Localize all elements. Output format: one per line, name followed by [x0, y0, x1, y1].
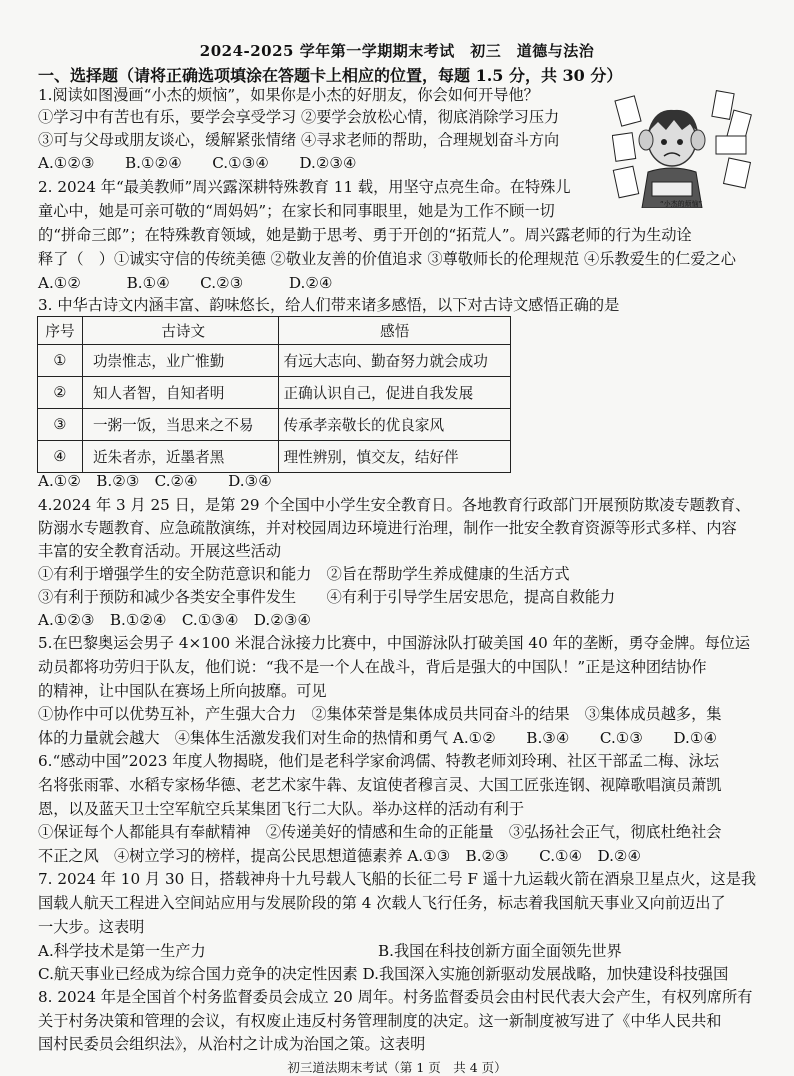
q6-line5: 不正之风 ④树立学习的榜样，提高公民思想道德素养 A.①③ B.②③ C.①④ D.②④ — [38, 847, 642, 865]
table-header-cell: 序号 — [38, 317, 83, 345]
q6-line4: ①保证每个人都能具有奉献精神 ②传递美好的情感和生命的正能量 ③弘扬社会正气，彻底杜绝社会 — [38, 823, 722, 841]
q8-line1: 8. 2024 年是全国首个村务监督委员会成立 20 周年。村务监督委员会由村民代表大会产生，有权列席所有 — [38, 988, 753, 1006]
q8-line3: 国村民委员会组织法》，从治村之计成为治国之策。这表明 — [38, 1035, 426, 1053]
q1-answers: A.①②③ B.①②④ C.①③④ D.②③④ — [38, 154, 357, 172]
q1-stem: 1.阅读如图漫画“小杰的烦恼”，如果你是小杰的好朋友，你会如何开导他？ — [38, 86, 539, 104]
table-cell: ② — [38, 377, 83, 409]
table-row — [38, 441, 511, 473]
q1-options-line1: ①学习中有苦也有乐，要学会享受学习 ②要学会放松心情，彻底消除学习压力 — [38, 108, 560, 126]
table-cell: 传承孝亲敬长的优良家风 — [278, 409, 510, 441]
q6-line1: 6.“感动中国”2023 年度人物揭晓，他们是老科学家俞鸿儒、特教老师刘玲琍、社区干部孟二梅、泳坛 — [38, 752, 719, 770]
q4-line3: 丰富的安全教育活动。开展这些活动 — [38, 542, 281, 560]
table-row — [38, 409, 511, 441]
q2-answers: A.①② B.①④ C.②③ D.②④ — [38, 274, 333, 292]
q7-options-cd: C.航天事业已经成为综合国力竞争的决定性因素 D.我国深入实施创新驱动发展战略，加快建设科技强国 — [38, 965, 729, 983]
q6-line3: 恩，以及蓝天卫士空军航空兵某集团飞行二大队。举办这样的活动有利于 — [38, 800, 524, 818]
q3-answers: A.①② B.②③ C.②④ D.③④ — [38, 472, 272, 490]
q8-line2: 关于村务决策和管理的会议，有权废止违反村务管理制度的决定。这一新制度被写进了《中华人民共和 — [38, 1012, 722, 1030]
q7-line3: 一大步。这表明 — [38, 918, 145, 936]
page-footer: 初三道法期末考试（第 1 页 共 4 页） — [287, 1060, 507, 1075]
q2-line4: 释了（ ）①诚实守信的传统美德 ②敬业友善的价值追求 ③尊敬师长的伦理规范 ④乐教爱生的仁爱之心 — [38, 250, 736, 268]
table-row — [38, 345, 511, 377]
exam-title: 2024-2025 学年第一学期期末考试 初三 道德与法治 — [199, 42, 595, 60]
q7-line2: 国载人航天工程进入空间站应用与发展阶段的第 4 次载人飞行任务，标志着我国航天事业又向前迈出了 — [38, 894, 726, 912]
q7-option-a: A.科学技术是第一生产力 — [38, 942, 206, 960]
table-header-cell: 古诗文 — [82, 317, 278, 345]
q4-line1: 4.2024 年 3 月 25 日，是第 29 个全国中小学生安全教育日。各地教育行政部门开展预防欺凌专题教育、 — [38, 496, 751, 514]
q5-line4: ①协作中可以优势互补，产生强大合力 ②集体荣誉是集体成员共同奋斗的结果 ③集体成员越多，集 — [38, 705, 722, 723]
q4-answers: A.①②③ B.①②④ C.①③④ D.②③④ — [38, 611, 312, 629]
table-cell: ① — [38, 345, 83, 377]
q4-line2: 防溺水专题教育、应急疏散演练，并对校园周边环境进行治理，制作一批安全教育资源等形式多样、内容 — [38, 519, 737, 537]
q2-line2: 童心中，她是可亲可敬的“周妈妈”；在家长和同事眼里，她是为工作不顾一切 — [38, 202, 555, 220]
table-header-row — [38, 317, 511, 345]
q2-line1: 2. 2024 年“最美教师”周兴露深耕特殊教育 11 载，用坚守点亮生命。在特殊儿 — [38, 178, 571, 196]
table-cell: 理性辨别，慎交友，结好伴 — [278, 441, 510, 473]
q5-line2: 动员都将功劳归于队友，他们说：“我不是一个人在战斗，背后是强大的中国队！”正是这种团结协作 — [38, 658, 707, 676]
q4-options-line1: ①有利于增强学生的安全防范意识和能力 ②旨在帮助学生养成健康的生活方式 — [38, 565, 570, 583]
table-header-cell: 感悟 — [278, 317, 510, 345]
q5-line1: 5.在巴黎奥运会男子 4×100 米混合泳接力比赛中，中国游泳队打破美国 40 年的垄断，勇夺金牌。每位运 — [38, 634, 751, 652]
q2-line3: 的“拼命三郎”；在特殊教育领域，她是勤于思考、勇于开创的“拓荒人”。周兴露老师的行为生动诠 — [38, 226, 692, 244]
q7-option-b: B.我国在科技创新方面全面领先世界 — [378, 942, 622, 960]
section-heading: 一、选择题（请将正确选项填涂在答题卡上相应的位置，每题 1.5 分，共 30 分） — [38, 66, 623, 85]
poetry-table — [37, 316, 511, 473]
table-cell: 近朱者赤，近墨者黑 — [82, 441, 278, 473]
table-cell: ③ — [38, 409, 83, 441]
q7-line1: 7. 2024 年 10 月 30 日，搭载神舟十九号载人飞船的长征二号 F 遥十九运载火箭在酒泉卫星点火，这是我 — [38, 870, 757, 888]
table-cell: 知人者智，自知者明 — [82, 377, 278, 409]
q3-stem: 3. 中华古诗文内涵丰富、韵味悠长，给人们带来诸多感悟，以下对古诗文感悟正确的是 — [38, 296, 620, 314]
cartoon-illustration — [612, 90, 756, 208]
q5-line5: 体的力量就会越大 ④集体生活激发我们对生命的热情和勇气 A.①② B.③④ C.①③ D.①④ — [38, 729, 718, 747]
q6-line2: 名将张雨霏、水稻专家杨华德、老艺术家牛犇、友谊使者穆言灵、大国工匠张连钢、视障歌唱演员萧凯 — [38, 776, 722, 794]
table-cell: 功崇惟志，业广惟勤 — [82, 345, 278, 377]
q5-line3: 的精神，让中国队在赛场上所向披靡。可见 — [38, 682, 327, 700]
table-row — [38, 377, 511, 409]
q4-options-line2: ③有利于预防和减少各类安全事件发生 ④有利于引导学生居安思危，提高自救能力 — [38, 588, 616, 606]
table-cell: ④ — [38, 441, 83, 473]
table-cell: 正确认识自己，促进自我发展 — [278, 377, 510, 409]
table-cell: 一粥一饭，当思来之不易 — [82, 409, 278, 441]
table-cell: 有远大志向、勤奋努力就会成功 — [278, 345, 510, 377]
cartoon-caption: “小杰的烦恼” — [660, 200, 703, 208]
q1-options-line2: ③可与父母或朋友谈心，缓解紧张情绪 ④寻求老师的帮助，合理规划奋斗方向 — [38, 131, 560, 149]
